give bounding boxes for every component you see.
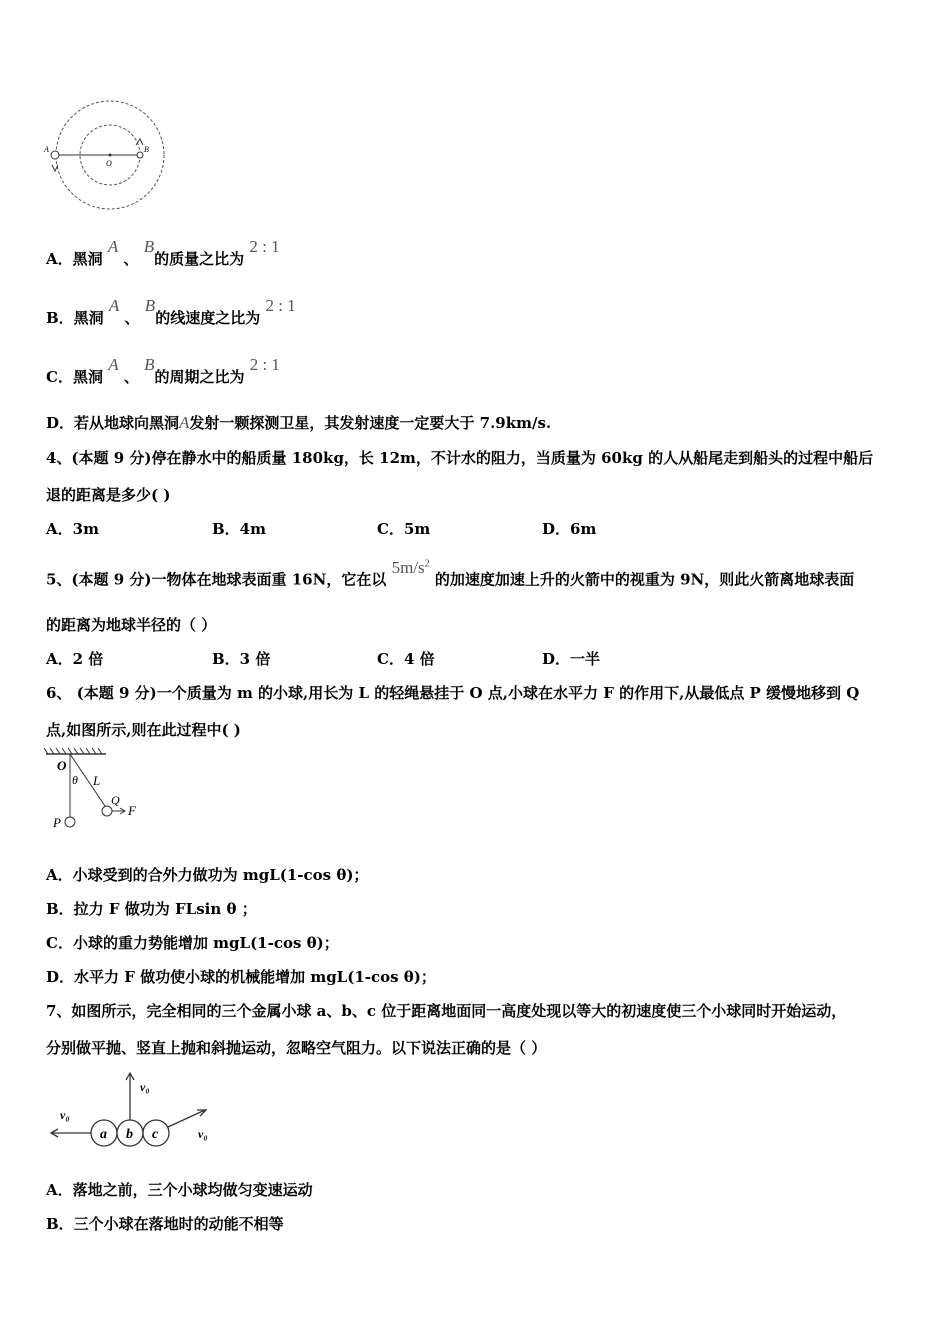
label-b: b <box>126 1127 133 1142</box>
q6-stem-line2: 点,如图所示,则在此过程中( ) <box>46 721 241 739</box>
q7-option-b: B．三个小球在落地时的动能不相等 <box>46 1215 284 1233</box>
q6-option-a: A．小球受到的合外力做功为 mgL(1-cos θ)； <box>46 866 369 884</box>
label-v0-left: v₀ <box>60 1108 70 1122</box>
label-v0-right: v₀ <box>198 1127 208 1141</box>
label-v0-up: v₀ <box>140 1080 150 1094</box>
q3-option-b: B．黑洞 A 、 B的线速度之比为 2 : 1 <box>46 296 296 327</box>
q6-option-d: D．水平力 F 做功使小球的机械能增加 mgL(1-cos θ)； <box>46 968 436 986</box>
q4-stem-line1: 4、(本题 9 分)停在静水中的船质量 180kg，长 12m，不计水的阻力，当质量为 60kg 的人从船尾走到船头的过程中船后 <box>46 449 874 467</box>
q7-stem-line2: 分别做平抛、竖直上抛和斜抛运动，忽略空气阻力。以下说法正确的是（ ） <box>46 1039 547 1057</box>
black-hole-a <box>51 151 59 159</box>
label-b: B <box>144 145 149 154</box>
q3-option-d: D．若从地球向黑洞A发射一颗探测卫星，其发射速度一定要大于 7.9km/s. <box>46 413 552 432</box>
q4-option-b: B．4m <box>212 520 266 538</box>
projectile-figure <box>40 1066 220 1156</box>
arrow-diagonal <box>168 1110 205 1127</box>
label-p: P <box>53 815 61 830</box>
arrow-b <box>136 139 143 145</box>
label-o: O <box>106 159 112 168</box>
q6-option-b: B．拉力 F 做功为 FLsin θ ； <box>46 900 257 918</box>
label-o: O <box>57 758 67 773</box>
q5-option-d: D．一半 <box>542 650 601 668</box>
q6-stem-line1: 6、 (本题 9 分)一个质量为 m 的小球,用长为 L 的轻绳悬挂于 O 点,小球在水平力 F 的作用下,从最低点 P 缓慢地移到 Q <box>46 684 860 702</box>
q4-stem-line2: 退的距离是多少( ) <box>46 486 171 504</box>
q4-option-d: D．6m <box>542 520 597 538</box>
q4-option-c: C．5m <box>377 520 431 538</box>
label-a: a <box>100 1127 107 1142</box>
label-c: c <box>152 1127 159 1142</box>
q3-option-a: A．黑洞 A 、 B的质量之比为 2 : 1 <box>46 237 280 268</box>
q5-stem-line2: 的距离为地球半径的（ ） <box>46 616 217 634</box>
label-f: F <box>128 803 136 818</box>
q4-option-a: A．3m <box>46 520 99 538</box>
label-q: Q <box>111 793 120 807</box>
center-point <box>109 154 112 157</box>
q3-option-c: C．黑洞 A 、 B的周期之比为 2 : 1 <box>46 355 280 386</box>
q5-option-b: B．3 倍 <box>212 650 271 668</box>
label-a: A <box>44 145 49 154</box>
pendulum-figure <box>40 746 150 836</box>
ball-q <box>102 806 112 816</box>
q7-stem-line1: 7、如图所示，完全相同的三个金属小球 a、b、c 位于距离地面同一高度处现以等大的初速度使三个小球同时开始运动， <box>46 1002 847 1020</box>
q5-option-c: C．4 倍 <box>377 650 435 668</box>
ball-p <box>65 817 75 827</box>
q7-option-a: A．落地之前，三个小球均做匀变速运动 <box>46 1181 313 1199</box>
label-theta: θ <box>72 773 78 787</box>
ceiling-hatch <box>44 748 102 754</box>
black-hole-b <box>137 152 143 158</box>
q6-option-c: C．小球的重力势能增加 mgL(1-cos θ)； <box>46 934 339 952</box>
label-l: L <box>93 773 101 788</box>
q5-option-a: A．2 倍 <box>46 650 104 668</box>
orbit-figure <box>40 95 180 220</box>
q5-stem-line1: 5、(本题 9 分)一物体在地球表面重 16N，它在以 $5m/s^2$ 的加速度加速上升的火箭中的视重为 9N，则此火箭离地球表面 <box>46 557 855 589</box>
